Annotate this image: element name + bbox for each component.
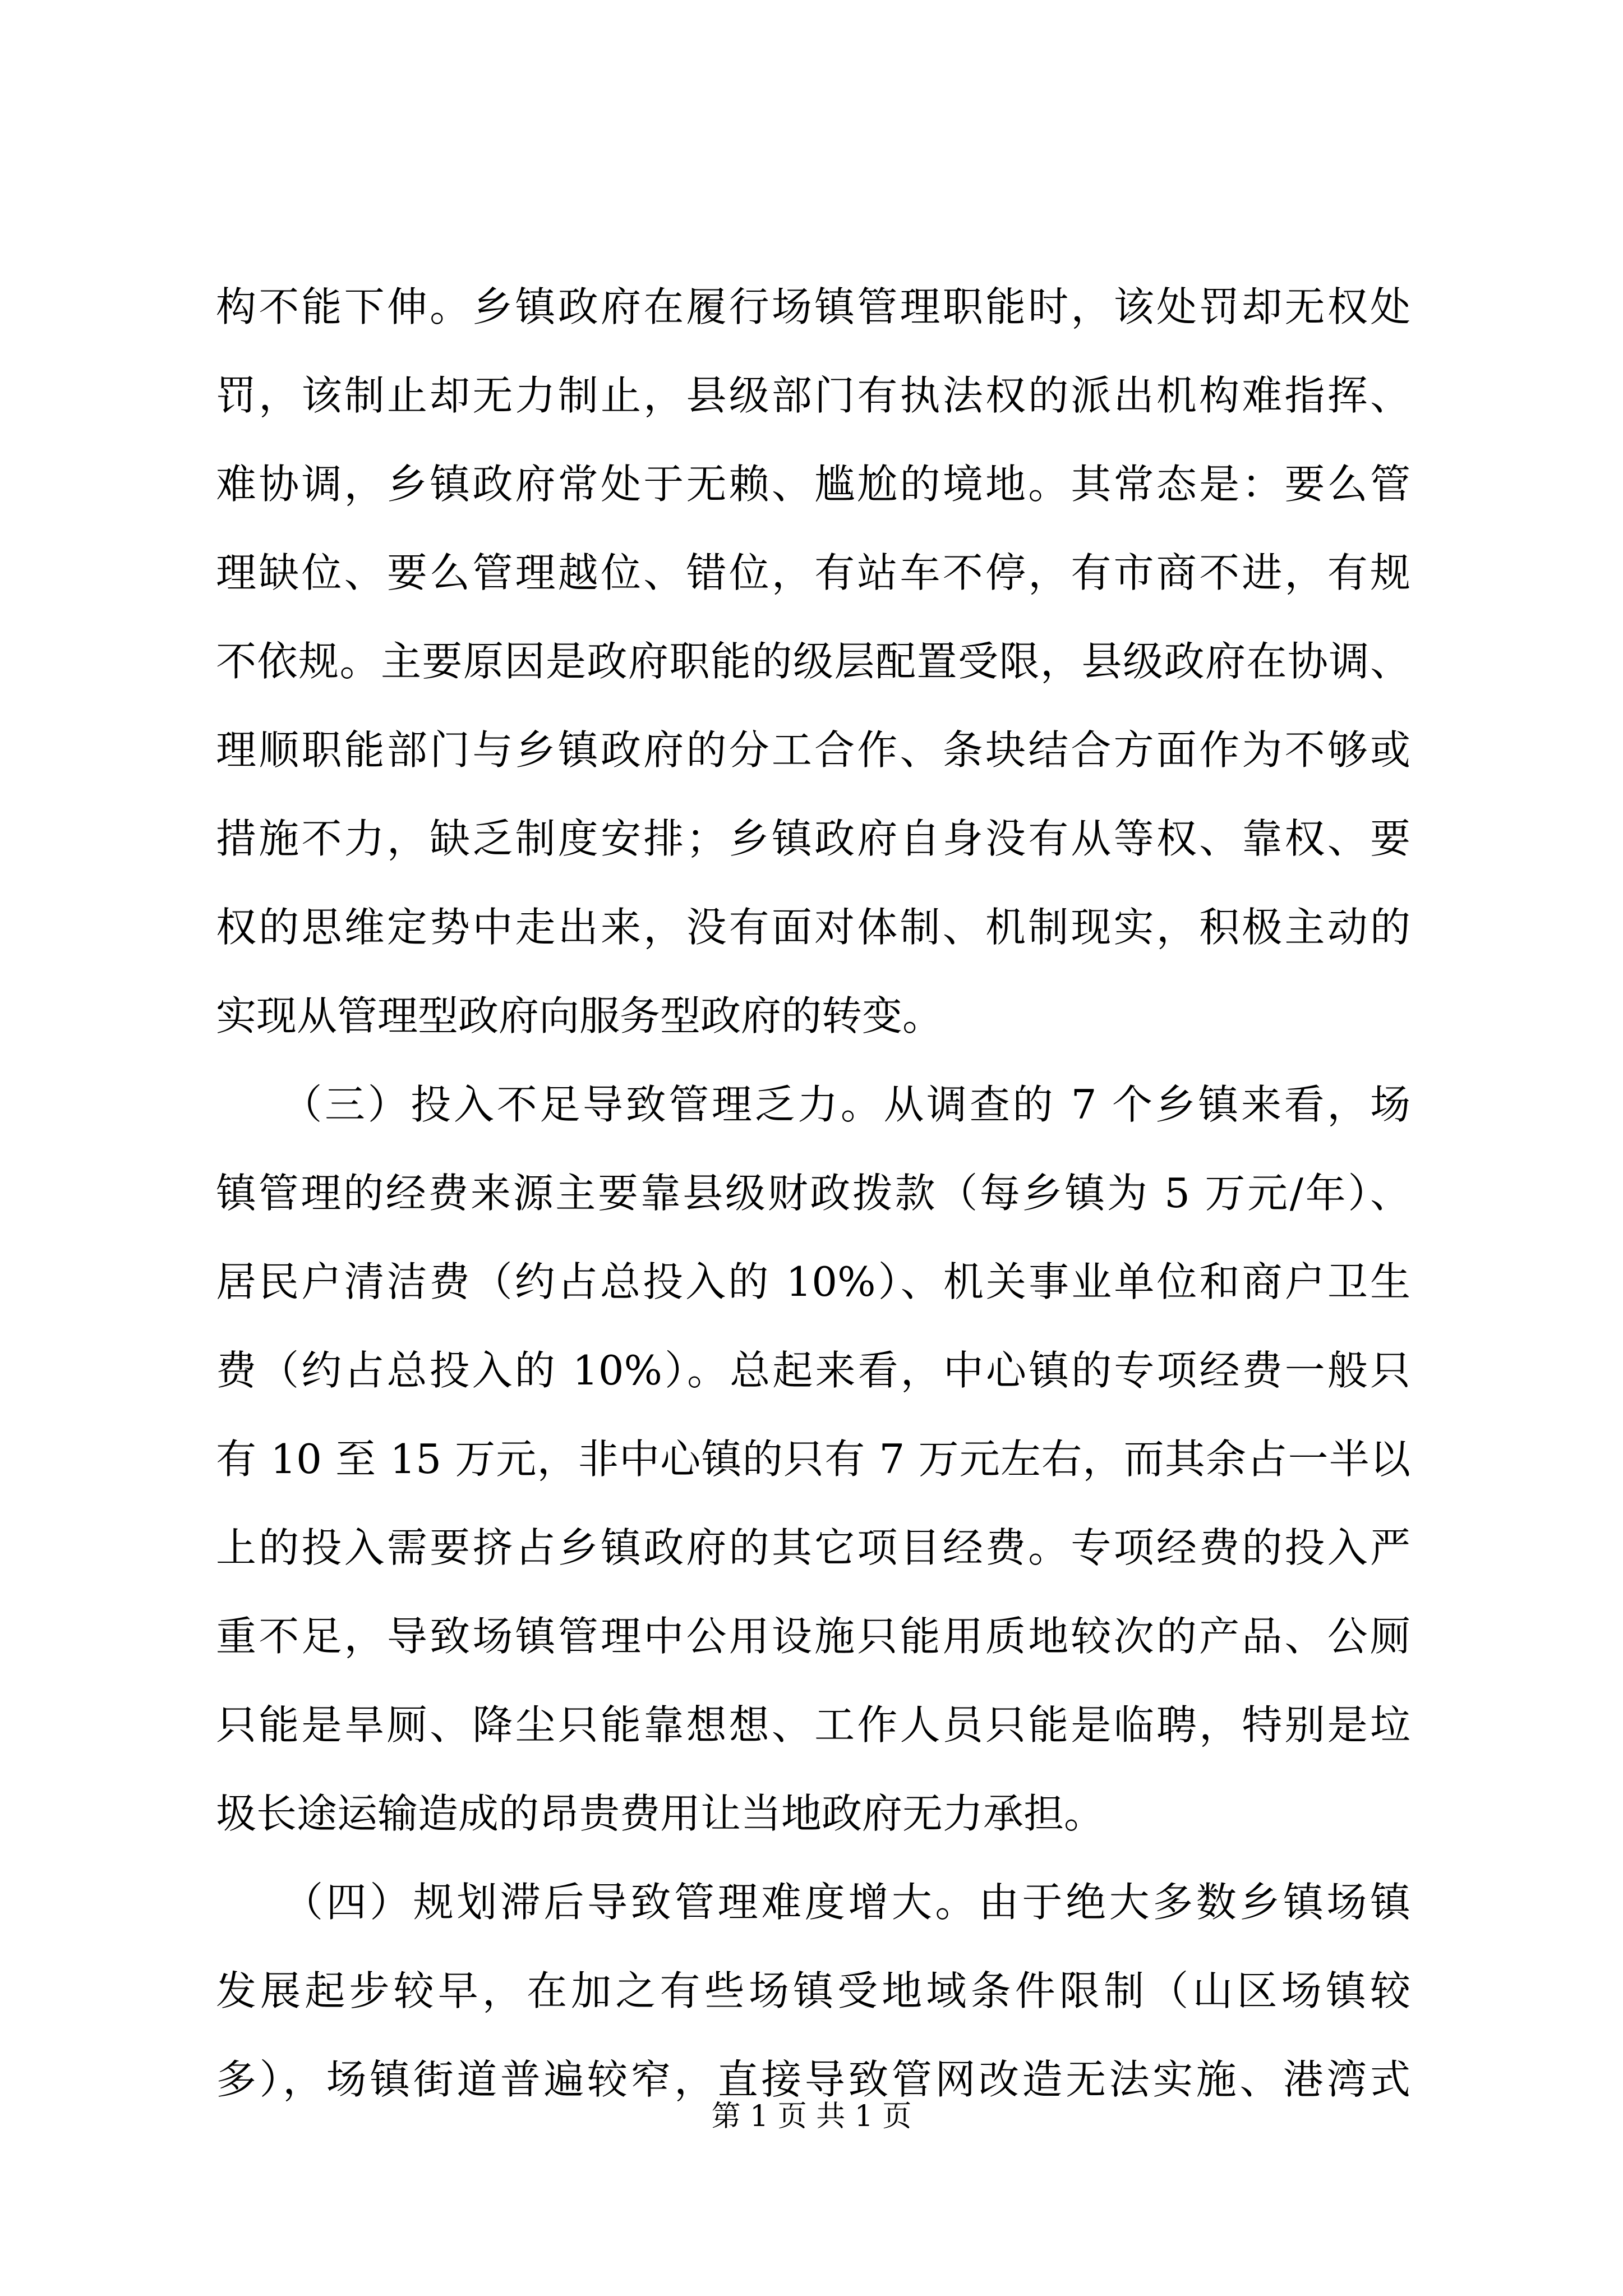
text-line: 费（约占总投入的 10%）。总起来看，中心镇的专项经费一般只 <box>216 1347 1410 1394</box>
text-line: 理顺职能部门与乡镇政府的分工合作、条块结合方面作为不够或 <box>216 726 1410 774</box>
text-line: 多），场镇街道普遍较窄，直接导致管网改造无法实施、港湾式 <box>216 2056 1410 2103</box>
text-line: 上的投入需要挤占乡镇政府的其它项目经费。专项经费的投入严 <box>216 1524 1410 1571</box>
text-line: 圾长途运输造成的昂贵费用让当地政府无力承担。 <box>216 1790 1105 1837</box>
text-line: 构不能下伸。乡镇政府在履行场镇管理职能时，该处罚却无权处 <box>216 283 1410 330</box>
text-line: 罚，该制止却无力制止，县级部门有执法权的派出机构难指挥、 <box>216 372 1410 419</box>
text-line: 居民户清洁费（约占总投入的 10%）、机关事业单位和商户卫生 <box>216 1258 1410 1305</box>
text-line: （四）规划滞后导致管理难度增大。由于绝大多数乡镇场镇 <box>216 1879 1410 1926</box>
text-line: 权的思维定势中走出来，没有面对体制、机制现实，积极主动的 <box>216 904 1410 951</box>
text-line: 措施不力，缺乏制度安排；乡镇政府自身没有从等权、靠权、要 <box>216 815 1410 862</box>
text-line: 不依规。主要原因是政府职能的级层配置受限，县级政府在协调、 <box>216 638 1410 685</box>
text-line: 只能是旱厕、降尘只能靠想想、工作人员只能是临聘，特别是垃 <box>216 1701 1410 1749</box>
page-footer: 第 1 页 共 1 页 <box>711 2100 912 2133</box>
text-line: 发展起步较早，在加之有些场镇受地域条件限制（山区场镇较 <box>216 1967 1410 2014</box>
text-line: 有 10 至 15 万元，非中心镇的只有 7 万元左右，而其余占一半以 <box>216 1435 1410 1483</box>
text-line: 实现从管理型政府向服务型政府的转变。 <box>216 992 943 1039</box>
body-text <box>216 263 1410 2124</box>
text-line: 镇管理的经费来源主要靠县级财政拨款（每乡镇为 5 万元/年）、 <box>216 1170 1410 1217</box>
text-line: 理缺位、要么管理越位、错位，有站车不停，有市商不进，有规 <box>216 549 1410 596</box>
text-line: 难协调，乡镇政府常处于无赖、尴尬的境地。其常态是：要么管 <box>216 461 1410 508</box>
text-line: 重不足，导致场镇管理中公用设施只能用质地较次的产品、公厕 <box>216 1613 1410 1660</box>
text-line: （三）投入不足导致管理乏力。从调查的 7 个乡镇来看，场 <box>216 1081 1410 1128</box>
